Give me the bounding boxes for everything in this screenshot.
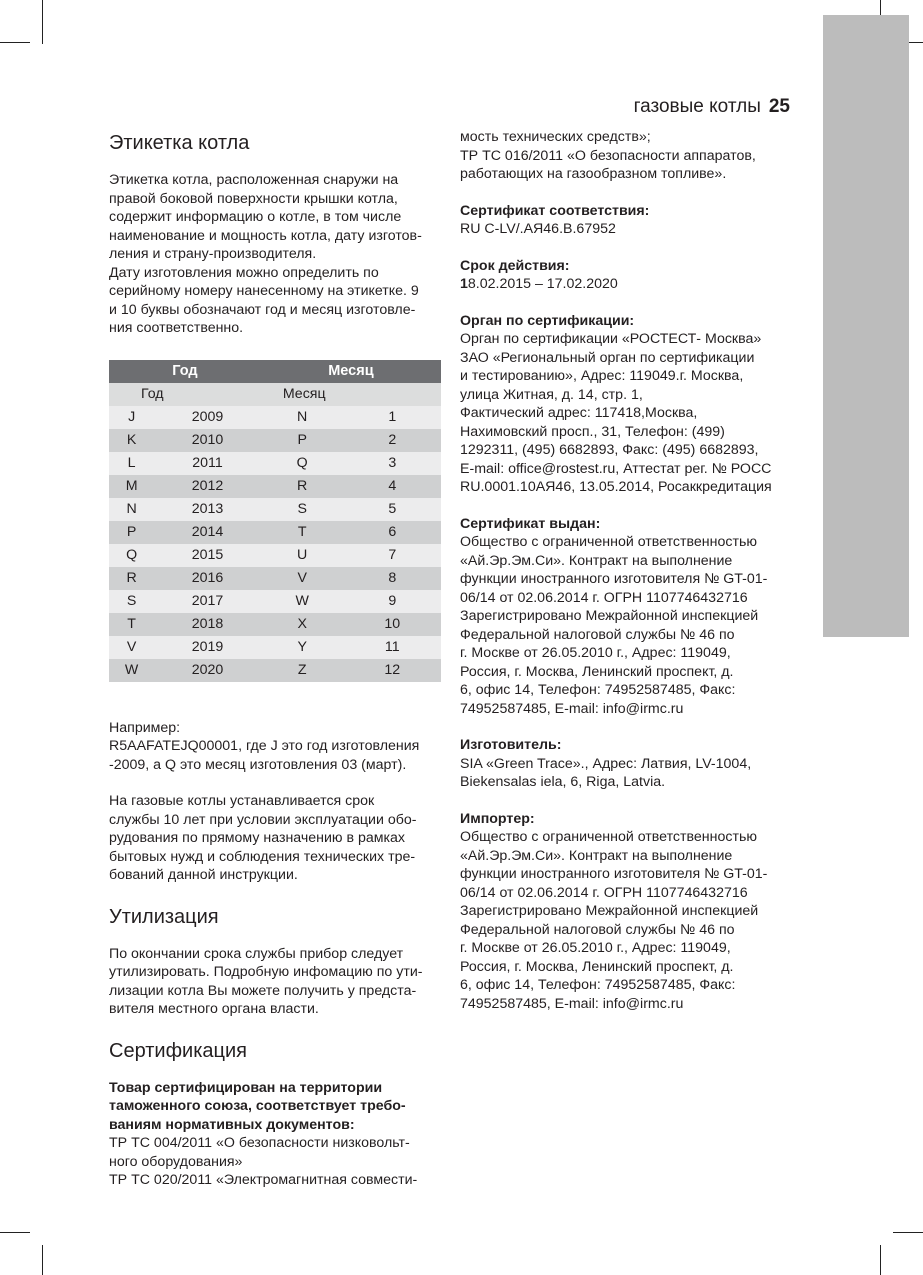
section-title-certification: Сертификация [109, 1039, 247, 1062]
table-cell: 2016 [154, 567, 261, 590]
table-cell: 5 [344, 498, 441, 521]
table-cell: K [109, 429, 154, 452]
text-line: Например: [109, 719, 181, 736]
table-cell: 7 [344, 544, 441, 567]
validity-label: Срок действия: [460, 257, 570, 274]
table-cell: J [109, 406, 154, 429]
issued-label: Сертификат выдан: [460, 515, 601, 532]
issued-block [460, 515, 795, 719]
running-header [634, 96, 790, 118]
text-line: ЗАО «Региональный орган по сертификации [460, 349, 755, 366]
table-row [109, 567, 441, 590]
text-line: 06/14 от 02.06.2014 г. ОГРН 1107746432716 [460, 589, 748, 606]
table-row [109, 452, 441, 475]
cert-body-block [460, 312, 795, 497]
right-column [460, 128, 795, 1031]
text-line: 6, офис 14, Телефон: 74952587485, Факс: [460, 682, 736, 698]
text-line: SIA «Green Trace»., Адрес: Латвия, LV-1004, [460, 755, 752, 772]
text-line: 74952587485, E-mail: info@irmc.ru [460, 700, 684, 717]
text-line: На газовые котлы устанавливается срок [109, 793, 375, 809]
table-cell: 11 [344, 636, 441, 659]
validity-dates [460, 275, 795, 294]
table-cell: 6 [344, 521, 441, 544]
table-cell: 2 [344, 429, 441, 452]
text-line: Россия, г. Москва, Ленинский проспект, д. [460, 663, 734, 680]
text-line: По окончании срока службы прибор следует [109, 945, 404, 962]
table-cell: 10 [344, 613, 441, 636]
table-cell: 2018 [154, 613, 261, 636]
validity-first-digit: 1 [460, 276, 468, 292]
table-cell: N [109, 498, 154, 521]
standards-continued [460, 128, 795, 184]
table-cell: 2010 [154, 429, 261, 452]
importer-label: Импортер: [460, 810, 535, 827]
table-cell: Z [261, 659, 344, 682]
date-code-table [109, 360, 441, 682]
table-row [109, 590, 441, 613]
table-header-month: Месяц [261, 360, 441, 383]
text-line: службы 10 лет при условии эксплуатации обо- [109, 811, 417, 828]
disposal-text [109, 945, 441, 1019]
table-cell: Q [109, 544, 154, 567]
text-line: Зарегистрировано Межрайонной инспекцией [460, 903, 759, 919]
table-row [109, 521, 441, 544]
service-life-block [109, 792, 441, 885]
table-cell: 12 [344, 659, 441, 682]
text-line: Фактический адрес: 117418,Москва, [460, 405, 698, 421]
table-row [109, 406, 441, 429]
text-line: 6, офис 14, Телефон: 74952587485, Факс: [460, 977, 736, 993]
text-line: Россия, г. Москва, Ленинский проспект, д. [460, 958, 734, 975]
section-title-label: Этикетка котла [109, 132, 250, 154]
table-cell: 9 [344, 590, 441, 613]
text-line: вителя местного органа власти. [109, 1001, 319, 1017]
table-cell: N [261, 406, 344, 429]
crop-mark [0, 1232, 30, 1233]
table-cell: 1 [344, 406, 441, 429]
text-line: г. Москве от 26.05.2010 г., Адрес: 119049, [460, 940, 731, 956]
page-number: 25 [768, 96, 790, 117]
text-line: Общество с ограниченной ответственностью [460, 829, 757, 845]
validity-rest: 8.02.2015 – 17.02.2020 [467, 276, 618, 292]
text-line: утилизировать. Подробную инфомацию по ути- [109, 964, 423, 980]
text-line: Biekensalas iela, 6, Riga, Latvia. [460, 774, 666, 790]
text-line: Зарегистрировано Межрайонной инспекцией [460, 608, 759, 624]
certification-intro [109, 1079, 441, 1190]
validity-block [460, 257, 795, 294]
table-subheader-year: Год [109, 383, 261, 406]
text-line: 1292311, (495) 6682893, Факс: (495) 6682893, [460, 442, 759, 458]
table-subheader-row [109, 383, 441, 406]
text-line: г. Москве от 26.05.2010 г., Адрес: 119049, [460, 645, 731, 661]
text-line: и тестированию», Адрес: 119049.г. Москва, [460, 368, 744, 384]
text-line: улица Житная, д. 14, стр. 1, [460, 386, 643, 403]
table-cell: V [109, 636, 154, 659]
text-line: Федеральной налоговой службы № 46 по [460, 921, 735, 938]
crop-mark [0, 42, 30, 43]
left-column [109, 131, 441, 1190]
table-row [109, 475, 441, 498]
text-line: «Ай.Эр.Эм.Си». Контракт на выполнение [460, 847, 733, 864]
table-cell: S [261, 498, 344, 521]
table-cell: T [109, 613, 154, 636]
text-line: ТР ТС 020/2011 «Электромагнитная совмести- [109, 1172, 418, 1188]
table-cell: L [109, 452, 154, 475]
table-cell: 4 [344, 475, 441, 498]
certificate-label: Сертификат соответствия: [460, 202, 650, 219]
text-line: Этикетка котла, расположенная снаружи на [109, 172, 399, 188]
text-line: ного оборудования» [109, 1153, 243, 1170]
text-line: Орган по сертификации «РОСТЕСТ- Москва» [460, 331, 762, 347]
text-line: бытовых нужд и соблюдения технических тре- [109, 848, 416, 865]
manufacturer-block [460, 736, 795, 792]
importer-block [460, 810, 795, 1014]
text-line: ТР ТС 016/2011 «О безопасности аппаратов, [460, 147, 756, 164]
table-cell: 2013 [154, 498, 261, 521]
text-line: и 10 буквы обозначают год и месяц изготовле- [109, 301, 416, 318]
text-line: R5AAFATEJQ00001, где J это год изготовления [109, 738, 420, 754]
text-line-bold: таможенного союза, соответствует требо- [109, 1098, 406, 1114]
table-cell: R [109, 567, 154, 590]
table-cell: 3 [344, 452, 441, 475]
table-header-year: Год [109, 360, 261, 383]
example-block [109, 719, 441, 775]
text-line: наименование и мощность котла, дату изготов- [109, 227, 422, 244]
text-line: Нахимовский просп., 31, Телефон: (499) [460, 423, 725, 440]
crop-mark [42, 0, 43, 44]
table-cell: P [109, 521, 154, 544]
section-title-disposal: Утилизация [109, 905, 219, 928]
table-cell: V [261, 567, 344, 590]
manufacturer-label: Изготовитель: [460, 737, 562, 753]
table-row [109, 498, 441, 521]
table-cell: W [261, 590, 344, 613]
text-line: «Ай.Эр.Эм.Си». Контракт на выполнение [460, 552, 733, 569]
crop-mark [42, 1245, 43, 1275]
text-line: Федеральной налоговой службы № 46 по [460, 626, 735, 643]
table-cell: 2017 [154, 590, 261, 613]
crop-mark [893, 1232, 923, 1233]
label-description [109, 171, 441, 338]
text-line: ния соответственно. [109, 320, 244, 336]
cert-body-label: Орган по сертификации: [460, 312, 635, 329]
text-line-bold: ваниям нормативных документов: [109, 1116, 355, 1133]
table-cell: T [261, 521, 344, 544]
text-line: -2009, а Q это месяц изготовления 03 (март). [109, 756, 407, 773]
table-cell: P [261, 429, 344, 452]
text-line: 06/14 от 02.06.2014 г. ОГРН 1107746432716 [460, 884, 748, 901]
table-cell: 2012 [154, 475, 261, 498]
chapter-side-tab [823, 15, 909, 637]
text-line: Дату изготовления можно определить по [109, 264, 379, 281]
text-line: RU.0001.10АЯ46, 13.05.2014, Росаккредитация [460, 479, 772, 495]
certificate-block [460, 202, 795, 239]
table-cell: X [261, 613, 344, 636]
table-cell: Q [261, 452, 344, 475]
table-row [109, 613, 441, 636]
text-line: правой боковой поверхности крышки котла, [109, 190, 398, 207]
certificate-number: RU C-LV/.АЯ46.В.67952 [460, 221, 616, 237]
table-row [109, 659, 441, 682]
table-cell: 8 [344, 567, 441, 590]
text-line: серийному номеру нанесенному на этикетке. 9 [109, 283, 419, 299]
running-header-title: газовые котлы [633, 96, 761, 117]
text-line-bold: Товар сертифицирован на территории [109, 1079, 383, 1096]
table-cell: Y [261, 636, 344, 659]
table-cell: 2014 [154, 521, 261, 544]
text-line: E-mail: office@rostest.ru, Аттестат рег. № РОСС [460, 460, 772, 477]
table-row [109, 544, 441, 567]
crop-mark [880, 1245, 881, 1275]
table-row [109, 636, 441, 659]
table-cell: 2019 [154, 636, 261, 659]
table-subheader-month: Месяц [261, 383, 441, 406]
text-line: лизации котла Вы можете получить у предста- [109, 982, 417, 999]
table-cell: S [109, 590, 154, 613]
table-cell: 2020 [154, 659, 261, 682]
table-cell: 2011 [154, 452, 261, 475]
text-line: 74952587485, E-mail: info@irmc.ru [460, 995, 684, 1012]
text-line: мость технических средств»; [460, 129, 651, 145]
text-line: содержит информацию о котле, в том числе [109, 209, 402, 225]
text-line: ления и страну-производителя. [109, 246, 317, 262]
text-line: работающих на газообразном топливе». [460, 166, 727, 182]
text-line: функции иностранного изготовителя № GT-01- [460, 571, 768, 587]
text-line: Общество с ограниченной ответственностью [460, 534, 757, 550]
table-row [109, 429, 441, 452]
text-line: рудования по прямому назначению в рамках [109, 830, 406, 846]
text-line: функции иностранного изготовителя № GT-01- [460, 866, 768, 882]
table-cell: 2015 [154, 544, 261, 567]
text-line: ТР ТС 004/2011 «О безопасности низковольт- [109, 1135, 410, 1151]
table-cell: M [109, 475, 154, 498]
text-line: бований данной инструкции. [109, 867, 298, 883]
table-cell: R [261, 475, 344, 498]
table-cell: 2009 [154, 406, 261, 429]
table-cell: U [261, 544, 344, 567]
table-cell: W [109, 659, 154, 682]
